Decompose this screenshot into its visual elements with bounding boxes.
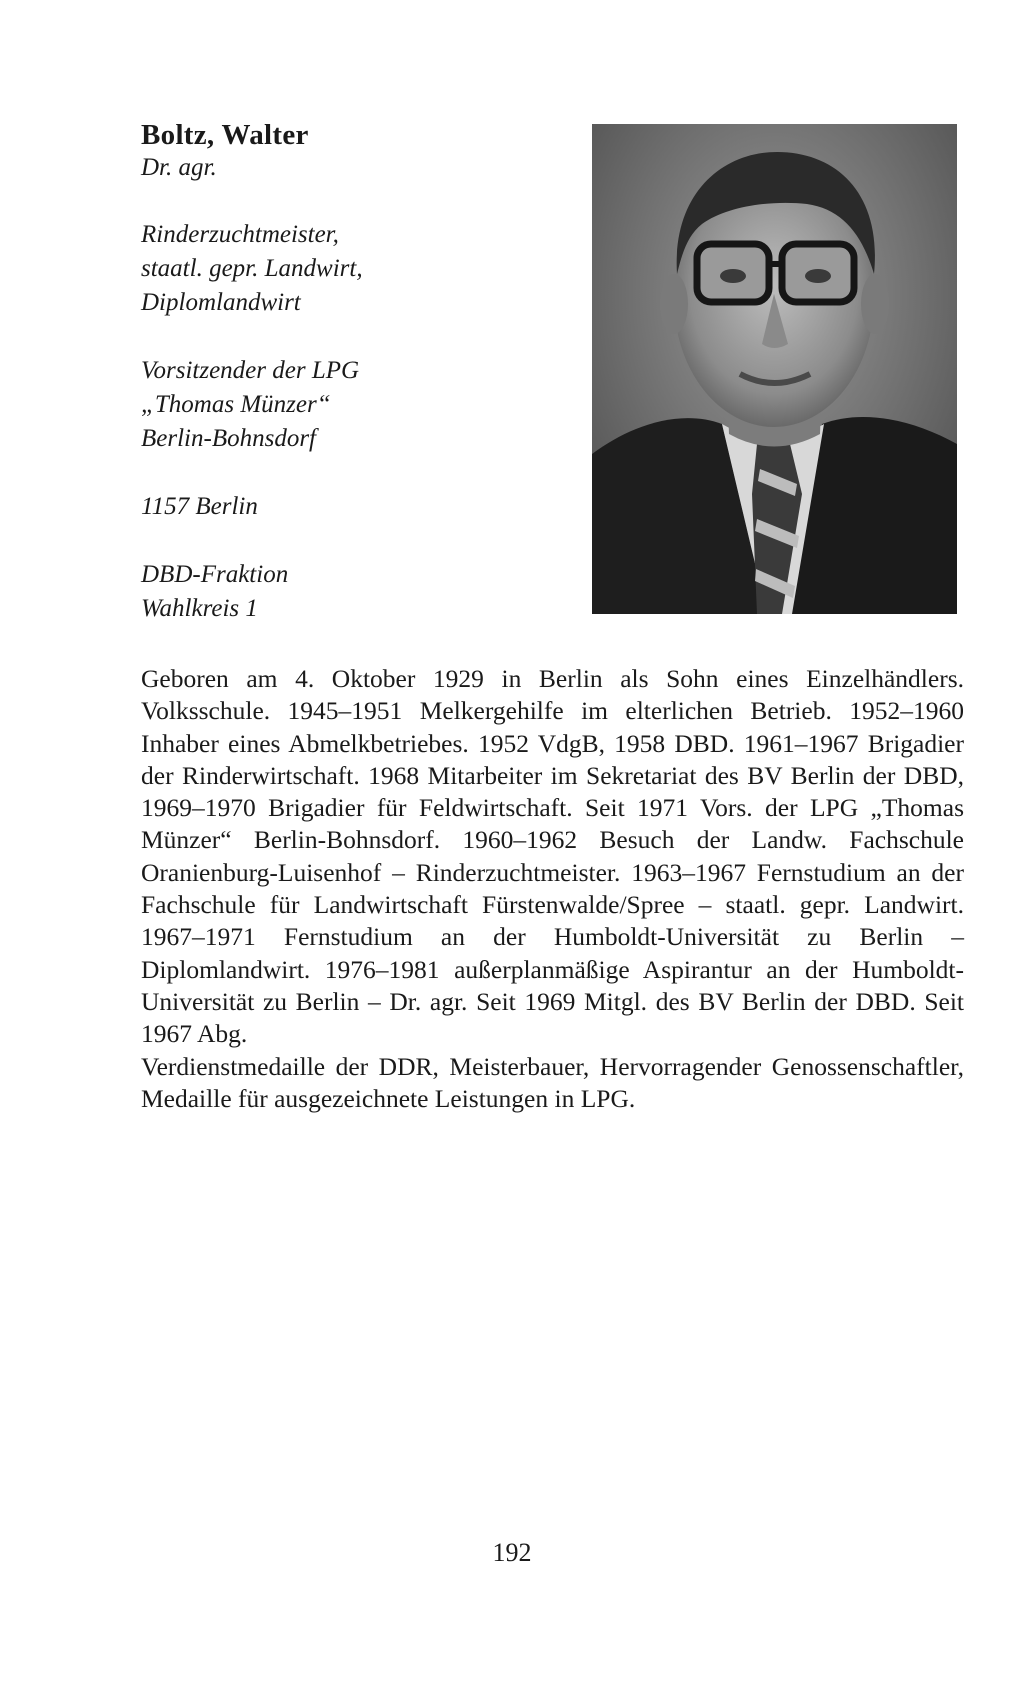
portrait-photo — [592, 124, 957, 614]
qualification-line: Diplomlandwirt — [141, 289, 301, 316]
qualification-line: Rinderzuchtmeister, — [141, 221, 339, 248]
academic-degree: Dr. agr. — [141, 154, 217, 181]
biography — [141, 663, 964, 1115]
faction-line: DBD-Fraktion — [141, 561, 289, 588]
address — [141, 490, 571, 524]
position — [141, 354, 571, 456]
position-line: „Thomas Münzer“ — [141, 391, 331, 418]
qualifications — [141, 218, 571, 320]
portrait-photo-image — [592, 124, 957, 614]
qualification-line: staatl. gepr. Landwirt, — [141, 255, 363, 282]
constituency-line: Wahlkreis 1 — [141, 595, 258, 622]
entry-header — [141, 118, 571, 626]
address-line: 1157 Berlin — [141, 493, 258, 520]
position-line: Vorsitzender der LPG — [141, 357, 360, 384]
page-number: 192 — [492, 1538, 532, 1567]
awards-paragraph: Verdienstmedaille der DDR, Meisterbauer, Hervorragender Genossenschaftler, Medaille für ausgezeichnete Leistungen in LPG. — [141, 1051, 964, 1113]
biography-paragraph: Geboren am 4. Oktober 1929 in Berlin als Sohn eines Einzelhändlers. Volksschule. 1945–1951 Melkergehilfe im elterlichen Betrieb. 1952–1960 Inhaber eines Abmelkbetriebes. 1952 VdgB, 1958 DBD. 1961–1967 Brigadier der Rinderwirtschaft. 1968 Mitarbeiter im Sekretariat des BV Berlin der DBD, 1969–1970 Brigadier für Feldwirtschaft. Seit 1971 Vors. der LPG „Thomas Münzer“ Berlin-Bohnsdorf. 1960–1962 Besuch der Landw. Fachschule Oranienburg-Luisenhof – Rinderzuchtmeister. 1963–1967 Fernstudium an der Fachschule für Landwirtschaft Fürstenwalde/Spree – staatl. gepr. Landwirt. 1967–1971 Fernstudium an der Humboldt-Universität zu Berlin – Diplomlandwirt. 1976–1981 außerplanmäßige Aspirantur an der Humboldt-Universität zu Berlin – Dr. agr. Seit 1969 Mitgl. des BV Berlin der DBD. Seit 1967 Abg. — [141, 664, 964, 1049]
position-line: Berlin-Bohnsdorf — [141, 425, 316, 452]
faction — [141, 558, 571, 626]
person-name: Boltz, Walter — [141, 119, 309, 151]
